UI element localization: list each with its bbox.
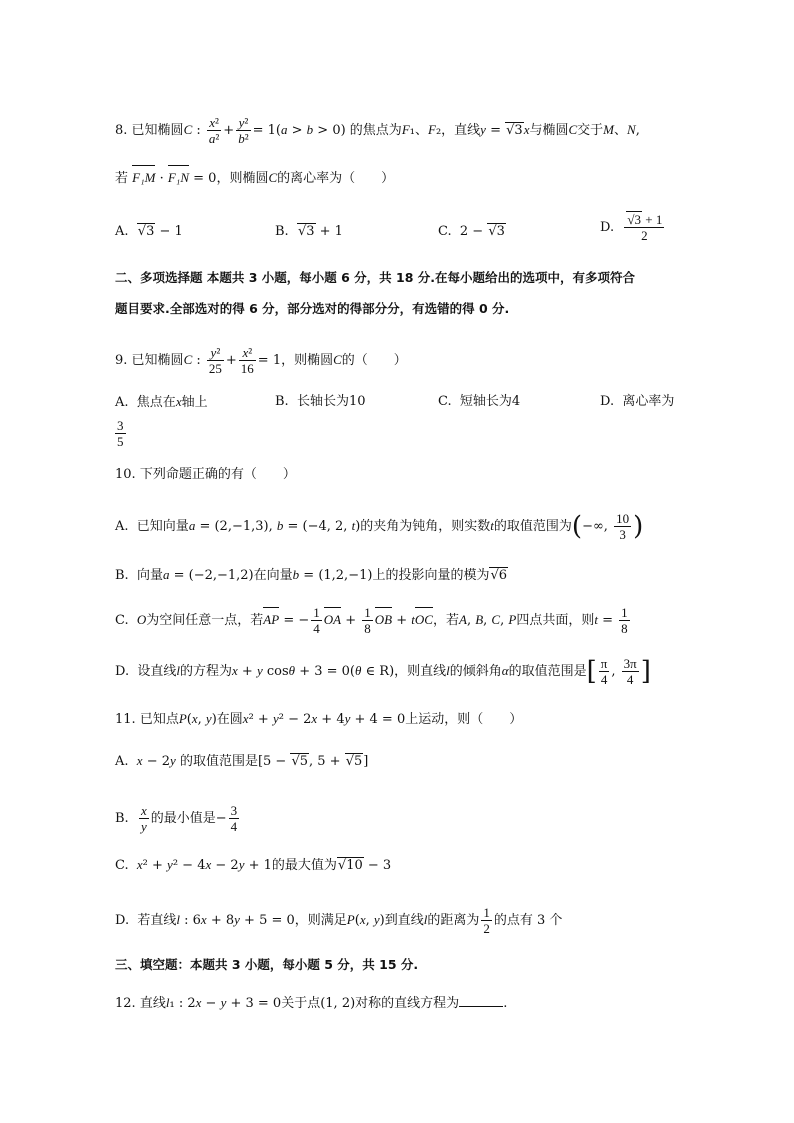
option-text: 的取值范围为 (493, 519, 572, 534)
option-label: C. (438, 394, 452, 409)
option-text: 到直线 (384, 913, 424, 928)
option-text: 的最大值为 (271, 858, 337, 873)
q9-option-b[interactable] (275, 392, 366, 412)
option-text: ，若 (432, 613, 459, 628)
option-text: 的夹角为钝角，则实数 (360, 519, 491, 534)
option-label: C. (115, 858, 129, 873)
q8-option-c[interactable]: C. 2 − √3 (438, 224, 505, 239)
section2-heading: 二、多项选择题 本题共 3 小题，每小题 6 分，共 18 分.在每小题给出的选项中，有多项符合 (115, 270, 636, 285)
option-label: D. (115, 664, 130, 679)
q11-option-a[interactable]: A. x − 2y 的取值范围是[5 − √5, 5 + √5] (115, 753, 369, 769)
option-text: 的取值范围是 (179, 754, 258, 769)
q8-text-g: ，则椭圆 (216, 171, 269, 186)
option-label: B. (115, 811, 129, 826)
q9-text-a: 已知椭圆 (131, 353, 184, 368)
q10-option-c[interactable]: C. O为空间任意一点，若AP = − $\frac{1}{4}$ OA + $\frac{1}{8}$ OB + tOC，若A, B, C, P四点共面，则t = $\frac{1}{8}$ (115, 605, 628, 636)
q11-option-b[interactable]: B. $\frac{x}{y}$ 的最小值是− $\frac{3}{4}$ (115, 803, 238, 834)
q8-option-d[interactable]: D. $\frac{√3 + 1}{2}$ (600, 212, 663, 243)
option-text: 的距离为 (427, 913, 480, 928)
q8-text-a: 已知椭圆 (131, 123, 184, 138)
q12-stem: 12. 直线l₁ : 2x − y + 3 = 0关于点(1, 2)对称的直线方程为 . (115, 995, 508, 1011)
option-label: A. (115, 754, 129, 769)
q11-text-b: 在圆 (216, 712, 243, 727)
q8-text-c: ，直线 (441, 123, 481, 138)
q9-text-b: ，则椭圆 (281, 353, 334, 368)
option-text: 短轴长为 (459, 394, 512, 409)
option-text: 已知向量 (136, 519, 189, 534)
q8-stem-line2: 若 F₁M · F₁N = 0，则椭圆C的离心率为（ ） (115, 170, 395, 186)
option-label: D. (600, 394, 615, 409)
option-text: 的点有 3 个 (493, 913, 563, 928)
q10-option-b[interactable]: B. 向量a = (−2,−1,2)在向量b = (1,2,−1)上的投影向量的模为√6 (115, 567, 508, 583)
option-label: A. (115, 395, 129, 410)
option-label: B. (275, 394, 289, 409)
q9-stem: 9. 已知椭圆C : $\frac{\text{y²}}{25}$ + $\frac{\text{x²}}{16}$ = 1，则椭圆C的（ ） (115, 345, 407, 376)
option-text: 若直线 (137, 913, 177, 928)
q10-text: 下列命题正确的有（ ） (139, 467, 296, 482)
option-label: C. (438, 224, 452, 239)
q10-stem (115, 465, 296, 485)
q10-number: 10. (115, 467, 136, 482)
option-text: ，则直线 (394, 664, 447, 679)
q12-text-c: 对称的直线方程为 (355, 996, 460, 1011)
q10-option-a[interactable]: A. 已知向量a = (2,−1,3), b = (−4, 2, t)的夹角为钝角，则实数t的取值范围为(−∞, $\frac{10}{3}$ ) (115, 511, 644, 542)
q11-number: 11. (115, 712, 136, 727)
option-label: B. (275, 224, 289, 239)
q9-text-c: 的（ ） (341, 353, 407, 368)
answer-blank[interactable] (459, 994, 503, 1007)
option-label: C. (115, 613, 129, 628)
option-label: D. (115, 913, 130, 928)
q11-text-c: 上运动，则（ ） (405, 712, 523, 727)
option-text: ，则满足 (294, 913, 347, 928)
option-text: 离心率为 (622, 394, 675, 409)
q8-text-h: 的离心率为（ ） (277, 171, 395, 186)
q12-end: . (503, 996, 508, 1011)
option-label: A. (115, 519, 129, 534)
q8-option-b[interactable]: B. √3 + 1 (275, 224, 343, 239)
sqrt-3: √3 (137, 224, 155, 239)
q8-text-b: 的焦点为 (349, 123, 402, 138)
option-text: 在向量 (253, 568, 293, 583)
option-text: 的倾斜角 (449, 664, 502, 679)
q8-text-f: 若 (115, 171, 129, 186)
q12-text-a: 直线 (139, 996, 166, 1011)
q9-option-d[interactable] (600, 392, 674, 412)
option-text: 的取值范围是 (508, 664, 587, 679)
option-text: 为空间任意一点，若 (146, 613, 264, 628)
q11-text-a: 已知点 (139, 712, 179, 727)
option-value: 4 (511, 394, 521, 409)
option-label: A. (115, 224, 129, 239)
q9-option-d-value: $\frac{3}{5}$ (117, 418, 124, 449)
q8-text-d: 与椭圆 (529, 123, 569, 138)
q9-option-a[interactable]: A. 焦点在x轴上 (115, 394, 208, 410)
q12-text-b: 关于点 (281, 996, 321, 1011)
option-text: 设直线 (137, 664, 177, 679)
q12-number: 12. (115, 996, 136, 1011)
frac-x2-a2: $\frac{\text{x²}}{\text{a²}}$ (208, 115, 220, 146)
q8-stem: 8. 已知椭圆C : $\frac{\text{x²}}{\text{a²}}$ + $\frac{\text{y²}}{\text{b²}}$ = 1(a > b > 0) 的焦点为F₁、F₂，直线y = √3x与椭圆C交于M、N, (115, 115, 640, 146)
q8-number: 8. (115, 123, 128, 138)
option-text: 焦点在 (136, 395, 176, 410)
option-value: 10 (348, 394, 366, 409)
q11-stem: 11. 已知点P(x, y)在圆x² + y² − 2x + 4y + 4 = 0上运动，则（ ） (115, 711, 523, 727)
q8-option-a[interactable]: A. √3 − 1 (115, 224, 183, 239)
option-text: 的最小值是 (150, 811, 216, 826)
section3-heading: 三、填空题：本题共 3 小题，每小题 5 分，共 15 分. (115, 957, 419, 972)
option-text: 向量 (136, 568, 163, 583)
q11-option-c[interactable]: C. x² + y² − 4x − 2y + 1的最大值为√10 − 3 (115, 857, 392, 873)
option-label: D. (600, 220, 615, 235)
q10-option-d[interactable]: D. 设直线l的方程为x + y cosθ + 3 = 0(θ ∈ R)，则直线l的倾斜角α的取值范围是[ $\frac{\pi}{4}$ , $\frac{3\pi}{4}$ ] (115, 656, 651, 687)
option-text: 轴上 (181, 395, 208, 410)
q9-option-c[interactable] (438, 392, 520, 412)
frac-y2-b2: $\frac{\text{y²}}{\text{b²}}$ (238, 115, 249, 146)
section2-heading-line2: 题目要求.全部选对的得 6 分，部分选对的得部分分，有选错的得 0 分. (115, 301, 510, 316)
option-text: 的方程为 (180, 664, 233, 679)
option-text: 四点共面，则 (516, 613, 595, 628)
option-text: 上的投影向量的模为 (372, 568, 490, 583)
option-text: 长轴长为 (296, 394, 349, 409)
q9-number: 9. (115, 353, 128, 368)
option-label: B. (115, 568, 129, 583)
q11-option-d[interactable]: D. 若直线l : 6x + 8y + 5 = 0，则满足P(x, y)到直线l的距离为 $\frac{1}{2}$ 的点有 3 个 (115, 905, 563, 936)
q8-text-e: 交于 (577, 123, 604, 138)
